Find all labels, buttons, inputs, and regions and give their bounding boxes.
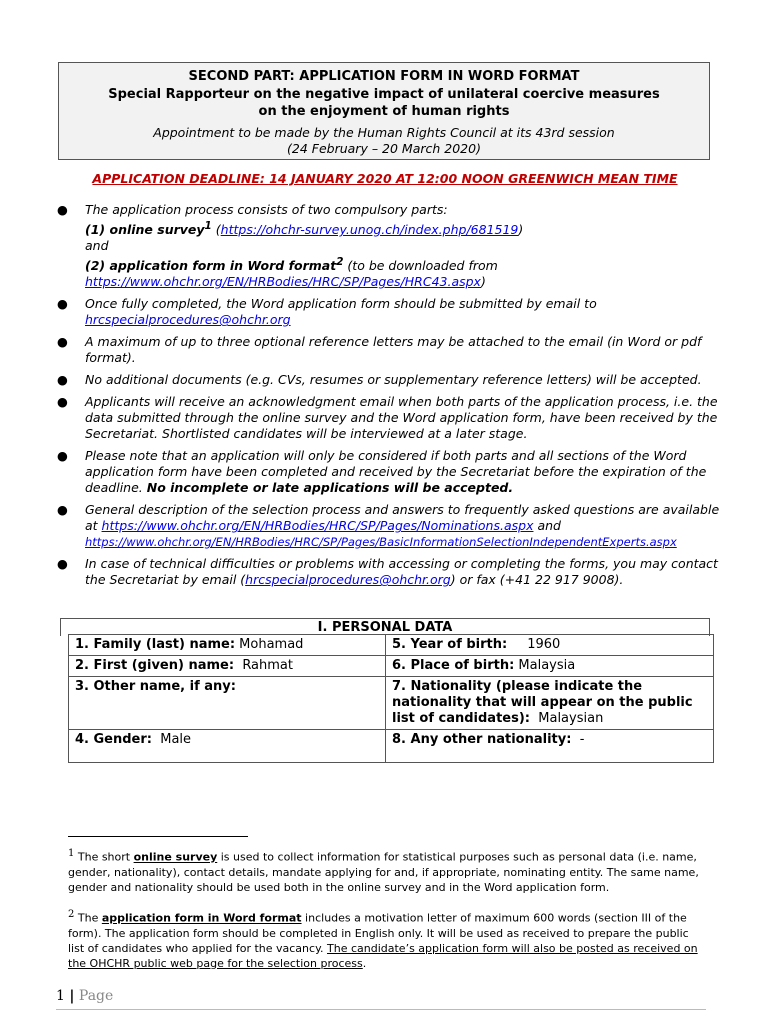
list-item: ● Applicants will receive an acknowledgment email when both parts of the application process, i.e. the data submitted through the online survey and the Word application form, have been received by the Secretariat. Shortlisted candidates will be interviewed at a later stage.: [57, 394, 718, 442]
bullet-icon: ●: [57, 202, 68, 217]
first-name-cell: 2. First (given) name: Rahmat: [69, 656, 386, 677]
footnote-2: $^2$ The application form in Word format includes a motivation letter of maximum 600 words (section III of the form). The application form should be completed in English only. It will be used as received to prepare the public list of candidates who applied for the vacancy. The candidate’s application form will also be posted as received on the OHCHR public web page for the selection process.: [68, 909, 698, 970]
list-item: ● No additional documents (e.g. CVs, resumes or supplementary reference letters) will be accepted.: [57, 372, 702, 388]
gender-cell: 4. Gender: Male: [69, 730, 386, 763]
list-item: ● Once fully completed, the Word application form should be submitted by email to hrcspecialprocedures@ohchr.org: [57, 296, 597, 328]
footnote-ref-2[interactable]: 2: [336, 256, 344, 269]
bullet-icon: ●: [57, 556, 68, 572]
table-row: [69, 656, 714, 677]
bullet-icon: ●: [57, 296, 68, 312]
other-nationality-value[interactable]: -: [579, 732, 585, 747]
email-link[interactable]: hrcspecialprocedures@ohchr.org: [85, 312, 291, 328]
page-label: Page: [78, 988, 114, 1004]
page-separator: |: [69, 988, 75, 1004]
family-name-cell: 1. Family (last) name: Mohamad: [69, 635, 386, 656]
page-footer: [56, 988, 113, 1004]
list-item: ● Please note that an application will only be considered if both parts and all sections of the Word application form have been completed and received by the Secretariat before the expiration of the deadline. No incomplete or late applications will be accepted.: [57, 448, 707, 496]
personal-data-title: I. PERSONAL DATA: [60, 618, 710, 636]
header-box: [58, 62, 710, 160]
bullet-icon: ●: [57, 334, 68, 350]
list-item: ● General description of the selection process and answers to frequently asked questions are available at https://www.ohchr.org/EN/HRBodies/HRC/SP/Pages/Nominations.aspx and https://www.ohchr.org/EN/HRBodies/HRC/SP/Pages/BasicInformationSelectionIndependentExperts.aspx: [57, 502, 720, 550]
instructions-list: [55, 202, 720, 594]
place-of-birth-value[interactable]: Malaysia: [514, 658, 576, 673]
footnote-ref-1[interactable]: 1: [204, 220, 212, 232]
other-nationality-cell: 8. Any other nationality: -: [386, 730, 714, 763]
list-item: ● A maximum of up to three optional reference letters may be attached to the email (in Word or pdf format).: [57, 334, 702, 366]
family-name-value[interactable]: Mohamad: [235, 637, 304, 652]
part-title: SECOND PART: APPLICATION FORM IN WORD FORMAT: [188, 69, 580, 84]
mandate-title: Special Rapporteur on the negative impact of unilateral coercive measures on the enjoyment of human rights: [108, 87, 660, 119]
bullet-icon: ●: [57, 448, 68, 464]
bullet-icon: ●: [57, 372, 68, 388]
survey-link[interactable]: https://ohchr-survey.unog.ch/index.php/681519: [220, 222, 519, 238]
bullet-icon: ●: [57, 502, 68, 518]
hrc43-link[interactable]: https://www.ohchr.org/EN/HRBodies/HRC/SP/Pages/HRC43.aspx: [85, 274, 481, 290]
place-of-birth-cell: 6. Place of birth: Malaysia: [386, 656, 714, 677]
nominations-link[interactable]: https://www.ohchr.org/EN/HRBodies/HRC/SP/Pages/Nominations.aspx: [101, 518, 534, 534]
application-deadline: APPLICATION DEADLINE: 14 JANUARY 2020 AT 12:00 NOON GREENWICH MEAN TIME: [92, 171, 678, 186]
table-row: [69, 635, 714, 656]
table-row: [69, 677, 714, 730]
page-number: 1: [56, 988, 65, 1004]
list-item: ● In case of technical difficulties or problems with accessing or completing the forms, you may contact the Secretariat by email (hrcspecialprocedures@ohchr.org) or fax (+41 22 917 9008).: [57, 556, 718, 588]
bullet-icon: ●: [57, 394, 68, 410]
first-name-value[interactable]: Rahmat: [242, 658, 293, 673]
footer-divider: [56, 1009, 706, 1010]
appointment-info: Appointment to be made by the Human Rights Council at its 43rd session (24 February – 20 March 2020): [153, 125, 615, 156]
gender-value[interactable]: Male: [160, 732, 192, 747]
list-item: ● The application process consists of two compulsory parts: (1) online survey$^1$ (https://ohchr-survey.unog.ch/index.php/681519) and (2) application form in Word format$^2$ (to be downloaded from https://www.ohchr.org/EN/HRBodies/HRC/SP/Pages/HRC43.aspx): [57, 202, 524, 290]
year-of-birth-value[interactable]: 1960: [527, 637, 561, 652]
selection-info-link[interactable]: https://www.ohchr.org/EN/HRBodies/HRC/SP/Pages/BasicInformationSelectionIndependentExperts.aspx: [85, 535, 677, 550]
nationality-value[interactable]: Malaysian: [538, 711, 604, 726]
year-of-birth-cell: 5. Year of birth: 1960: [386, 635, 714, 656]
nationality-cell: 7. Nationality (please indicate the nationality that will appear on the public list of candidates): Malaysian: [386, 677, 714, 730]
email-link[interactable]: hrcspecialprocedures@ohchr.org: [245, 572, 451, 588]
footnote-1: $^1$ The short online survey is used to collect information for statistical purposes such as personal data (i.e. name, gender, nationality), contact details, mandate applying for and, if appropriate, nominating entity. The same name, gender and nationality should be used both in the online survey and in the Word application form.: [68, 848, 699, 894]
footnote-divider: [68, 836, 248, 837]
other-name-cell: 3. Other name, if any:: [69, 677, 386, 730]
personal-data-table: [68, 634, 714, 763]
table-row: [69, 730, 714, 763]
